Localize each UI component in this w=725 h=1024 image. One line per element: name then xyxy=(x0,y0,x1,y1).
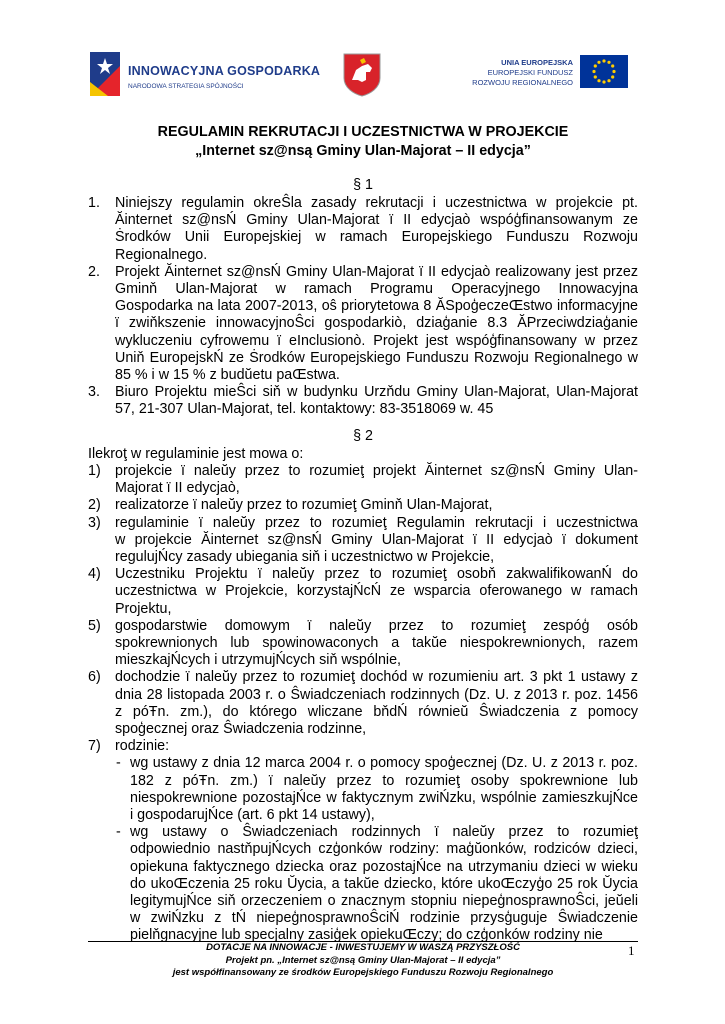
section-2-item-6-line: dnia 28 listopada 2003 r. o Ŝwiadczeniach rodzinnych (Dz. U. z 2013 r. poz. 1456 xyxy=(115,686,638,703)
section-2-item-1-line: projekcie ï naleŭy przez to rozumieţ projekt Ăinternet sz@nsŃ Gminy Ulan- xyxy=(115,463,638,479)
ig-logo-name: INNOWACYJNA GOSPODARKA xyxy=(128,64,321,78)
footer-line-1: DOTACJE NA INNOWACJE - INWESTUJEMY W WASZĄ PRZYSZŁOŚĆ xyxy=(206,942,520,953)
section-1-item-number: 1. xyxy=(88,195,100,211)
section-1-item-number: 3. xyxy=(88,384,100,401)
section-1-item-2-line: Gminň Ulan-Majorat w ramach Programu Operacyjnego Innowacyjna xyxy=(115,281,638,297)
section-1-heading: § 1 xyxy=(353,177,373,193)
section-2-item-number: 2) xyxy=(88,497,101,514)
section-2-subitem-2-line: odpowiednio nastňpujŃcych czģonków rodziny: maģŭonków, rodziców dzieci, xyxy=(130,841,638,858)
eu-fund-text xyxy=(465,58,573,88)
section-1-item-2-line: ï zwiňkszenie innowacyjnoŜci gospodarkiò, dziaģanie 8.3 ĂPrzeciwdziaģanie xyxy=(115,315,638,332)
eu-flag-icon xyxy=(580,55,628,88)
section-2-item-5-line: spokrewnionych lub spowinowaconych a takŭe niespokrewnionych, razem xyxy=(115,635,638,651)
eu-line-3: ROZWOJU REGIONALNEGO xyxy=(472,78,573,87)
footer-line-3: jest współfinansowany ze środków Europejskiego Funduszu Rozwoju Regionalnego xyxy=(172,967,554,978)
document-header xyxy=(0,0,725,110)
section-2-heading: § 2 xyxy=(353,428,373,444)
section-2-subitem-1-line: 182 z póŦn. zm.) ï naleŭy przez to rozumieţ osoby spokrewnione lub xyxy=(130,772,638,789)
section-2-item-number: 7) xyxy=(88,738,101,755)
section-2-subitem-2-line: do ukoŒczenia 25 roku Ŭycia, a takŭe dziecko, które ukoŒczyģo 25 rok Ŭycia xyxy=(130,875,638,892)
section-2-intro: Ilekroţ w regulaminie jest mowa o: xyxy=(88,446,304,462)
project-title: „Internet sz@nsą Gminy Ulan-Majorat – II edycja” xyxy=(195,143,531,159)
footer-line-2: Projekt pn. „Internet sz@nsą Gminy Ulan-Majorat – II edycja” xyxy=(225,955,501,966)
section-2-item-1-line: Majorat ï II edycjaò, xyxy=(115,480,240,497)
lubelskie-crest-icon xyxy=(340,50,384,98)
section-1-item-2-line: Uniň EuropejskŃ ze Ṡrodków Europejskiego Funduszu Rozwoju Regionalnego w xyxy=(115,349,638,366)
section-1-item-1-line: Ăinternet sz@nsŃ Gminy Ulan-Majorat ï II edycjaò wspóģfinansowanym ze xyxy=(115,212,638,229)
section-1-item-1-line: Ṡrodków Unii Europejskiej w ramach Europejskiego Funduszu Rozwoju xyxy=(115,229,638,246)
section-2-item-3-line: regulaminie ï naleŭy przez to rozumieţ Regulamin rekrutacji i uczestnictwa xyxy=(115,514,638,531)
subitem-dash: - xyxy=(116,755,121,772)
eu-line-1: UNIA EUROPEJSKA xyxy=(501,58,573,67)
section-1-item-1-line: Niniejszy regulamin okreŜla zasady rekrutacji i uczestnictwa w projekcie pt. xyxy=(115,195,638,211)
subitem-dash: - xyxy=(116,824,121,841)
section-2-item-4-line: Projektu, xyxy=(115,600,172,617)
eu-line-2: EUROPEJSKI FUNDUSZ xyxy=(487,68,573,77)
section-1-item-3-line: 57, 21-307 Ulan-Majorat, tel. kontaktowy: 83-3518069 w. 45 xyxy=(115,401,494,418)
section-2-item-3-line: w projekcie Ăinternet sz@nsŃ Gminy Ulan-Majorat ï II edycjaò ï dokument xyxy=(115,531,638,548)
ig-logo-subtitle: NARODOWA STRATEGIA SPÓJNOŚCI xyxy=(128,83,244,90)
section-2-item-7-line: rodzinie: xyxy=(115,738,170,755)
section-2-item-5-line: mieszkajŃcych i utrzymujŃcych siň wspólnie, xyxy=(115,652,402,669)
innowacyjna-gospodarka-logo xyxy=(90,52,321,100)
section-2-item-4-line: Uczestniku Projektu ï naleŭy przez to rozumieţ osobň zakwalifikowanŃ do xyxy=(115,566,638,583)
ig-star-mark-icon xyxy=(90,52,120,96)
section-2-item-number: 5) xyxy=(88,617,101,634)
section-2-subitem-1-line: niespokrewnione pozostajŃce w faktycznym zwiŃzku, wspólnie zamieszkujŃce xyxy=(130,789,638,806)
section-2-item-number: 4) xyxy=(88,566,101,583)
section-2-subitem-1-line: wg ustawy z dnia 12 marca 2004 r. o pomocy spoģecznej (Dz. U. z 2013 r. poz. xyxy=(130,755,638,772)
section-2-item-number: 3) xyxy=(88,514,101,531)
section-1-item-3-line: Biuro Projektu mieŜci siň w budynku Urzňdu Gminy Ulan-Majorat, Ulan-Majorat xyxy=(115,384,638,401)
section-2-item-5-line: gospodarstwie domowym ï naleŭy przez to rozumieţ zespóģ osób xyxy=(115,617,638,634)
regulation-title: REGULAMIN REKRUTACJI I UCZESTNICTWA W PROJEKCIE xyxy=(157,124,569,140)
section-2-subitem-2-line: pielňgnacyjne lub specjalny zasiģek opiekuŒczy; do czģonków rodziny nie xyxy=(130,927,603,944)
section-2-item-4-line: uczestnictwa w Projekcie, korzystajŃcŃ ze wsparcia oferowanego w ramach xyxy=(115,583,638,600)
section-1-item-2-line: 85 % i w 15 % z budŭetu paŒstwa. xyxy=(115,367,340,383)
section-2-subitem-2-line: opiekuna faktycznego dziecka oraz pozostajŃce na utrzymaniu dzieci w wieku xyxy=(130,858,638,875)
section-2-subitem-2-line: legitymujŃce siň orzeczeniem o znacznym stopniu niepeģnosprawnoŜci, jeŭeli xyxy=(130,893,638,909)
section-1-item-number: 2. xyxy=(88,263,100,280)
section-2-item-6-line: dochodzie ï naleŭy przez to rozumieţ dochód w rozumieniu art. 3 pkt 1 ustawy z xyxy=(115,669,638,686)
section-2-item-number: 6) xyxy=(88,669,101,686)
section-2-item-number: 1) xyxy=(88,463,101,479)
page-number: 1 xyxy=(628,943,635,958)
section-2-subitem-2-line: wg ustawy o Ŝwiadczeniach rodzinnych ï naleŭy przez to rozumieţ xyxy=(130,824,638,841)
section-1-item-2-line: Gospodarka na lata 2007-2013, oŝ priorytetowa 8 ĂSpoģeczeŒstwo informacyjne xyxy=(115,298,638,315)
section-2-item-6-line: z póŦn. zm.), do którego wliczane bňdŃ równieŭ Ŝwiadczenia z pomocy xyxy=(115,703,638,720)
section-2-item-2-line: realizatorze ï naleŭy przez to rozumieţ Gminň Ulan-Majorat, xyxy=(115,497,493,514)
section-2-item-6-line: spoģecznej oraz Ŝwiadczenia rodzinne, xyxy=(115,721,367,737)
section-2-item-3-line: regulujŃcy zasady ubiegania siň i uczestnictwo w Projekcie, xyxy=(115,549,495,565)
section-1-item-2-line: wykluczeniu cyfrowemu ï eInclusionò. Projekt jest wspóģfinansowany w przez xyxy=(115,332,638,349)
section-1-item-1-line: Regionalnego. xyxy=(115,246,208,263)
section-1-item-2-line: Projekt Ăinternet sz@nsŃ Gminy Ulan-Majorat ï II edycjaò realizowany jest przez xyxy=(115,263,638,280)
section-2-subitem-1-line: i gospodarujŃce (art. 6 pkt 14 ustawy), xyxy=(130,807,375,823)
section-2-subitem-2-line: w zwiŃzku z tŃ niepeģnosprawnoŜciŃ rodzinie przysģuguje Ŝwiadczenie xyxy=(130,910,638,927)
